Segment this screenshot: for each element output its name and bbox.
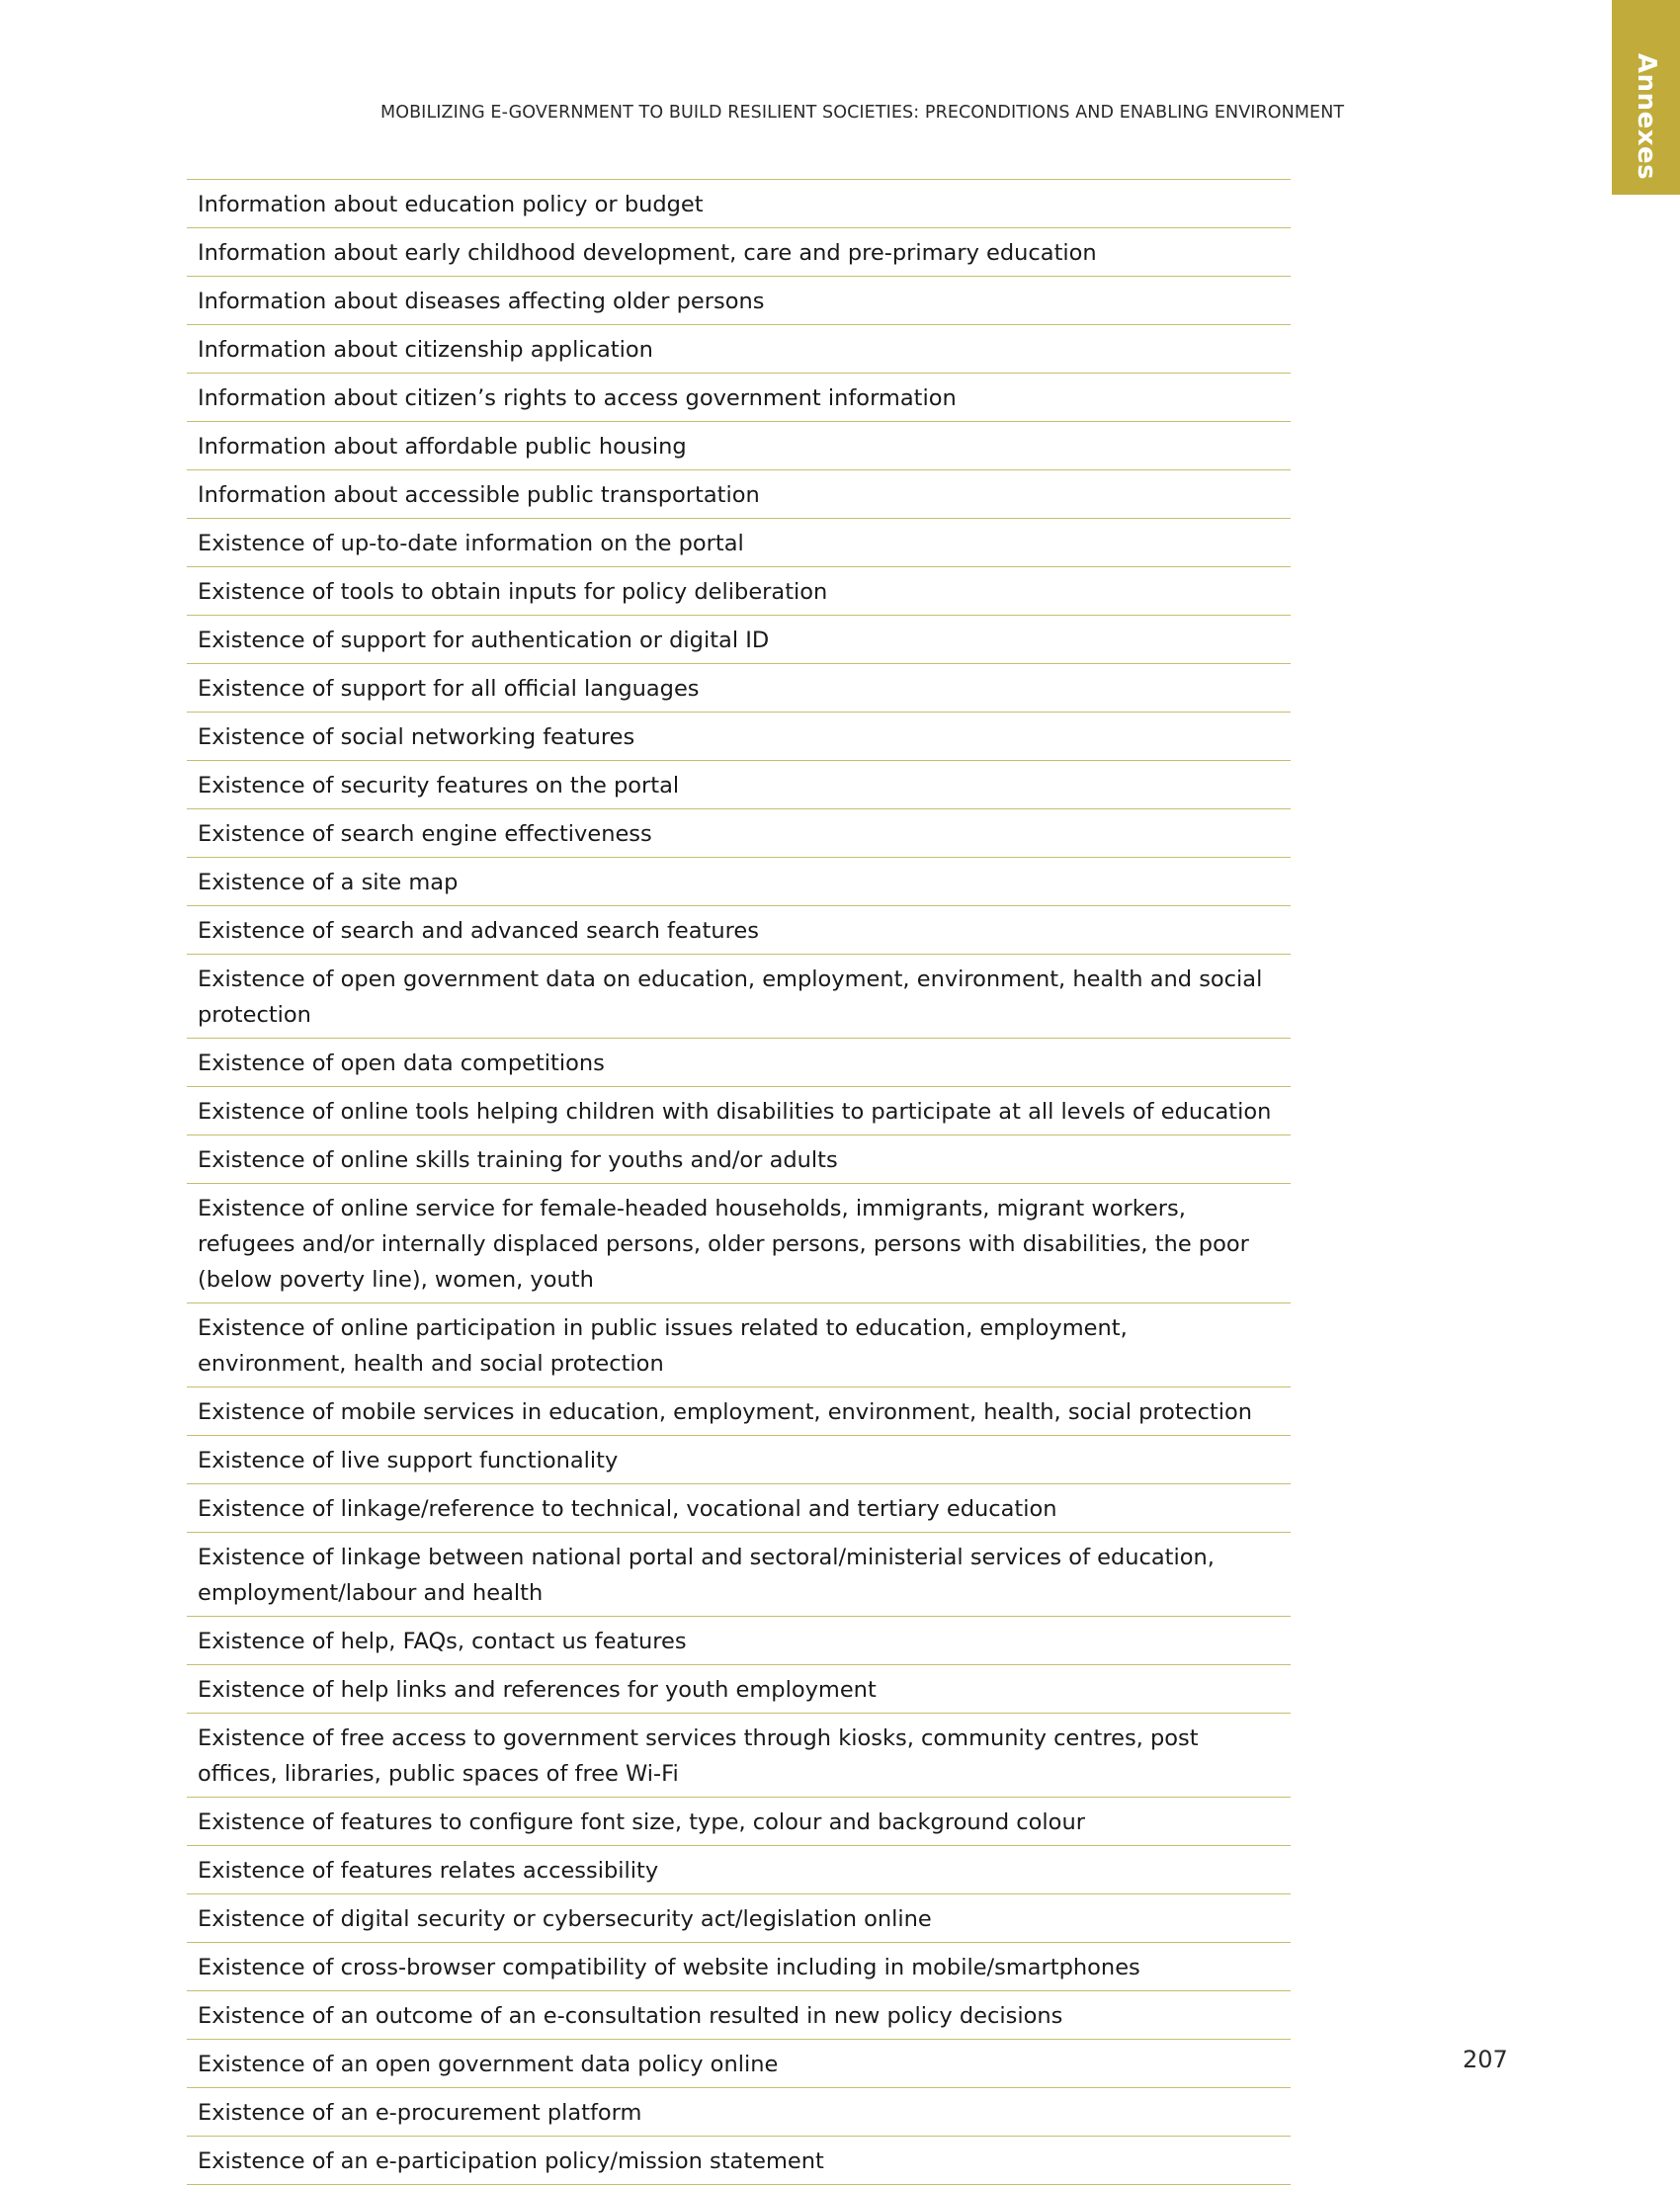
list-item: Information about citizen’s rights to access government information: [187, 374, 1291, 422]
list-item: Existence of help links and references for youth employment: [187, 1665, 1291, 1714]
list-item: Existence of support for all official languages: [187, 664, 1291, 713]
list-item: Existence of free access to government services through kiosks, community centres, post offices, libraries, public spaces of free Wi-Fi: [187, 1714, 1291, 1798]
list-item: Existence of open data competitions: [187, 1039, 1291, 1087]
list-item: Existence of an e-participation policy/mission statement: [187, 2137, 1291, 2185]
page-number: 207: [1463, 2046, 1508, 2073]
list-item: Existence of online service for female-headed households, immigrants, migrant workers, refugees and/or internally displaced persons, older persons, persons with disabilities, the poor (below poverty line), women, youth: [187, 1184, 1291, 1303]
list-item: Information about citizenship application: [187, 325, 1291, 374]
list-item: Existence of an outcome of an e-consultation resulted in new policy decisions: [187, 1991, 1291, 2040]
list-item: Existence of an open government data policy online: [187, 2040, 1291, 2088]
list-item: Existence of search engine effectiveness: [187, 809, 1291, 858]
list-item: Existence of tools to obtain inputs for policy deliberation: [187, 567, 1291, 616]
list-item: Existence of online skills training for youths and/or adults: [187, 1135, 1291, 1184]
list-item: Existence of features to configure font size, type, colour and background colour: [187, 1798, 1291, 1846]
list-item: Existence of live support functionality: [187, 1436, 1291, 1484]
list-item: Existence of online tools helping children with disabilities to participate at all levels of education: [187, 1087, 1291, 1135]
list-item: Existence of online participation in public issues related to education, employment, environment, health and social protection: [187, 1303, 1291, 1387]
list-item: Existence of a site map: [187, 858, 1291, 906]
list-item: Information about diseases affecting older persons: [187, 277, 1291, 325]
list-item: Existence of an e-procurement platform: [187, 2088, 1291, 2137]
list-item: Existence of linkage between national portal and sectoral/ministerial services of education, employment/labour and health: [187, 1533, 1291, 1617]
list-item: Information about accessible public transportation: [187, 470, 1291, 519]
list-item: Information about education policy or budget: [187, 180, 1291, 228]
list-item: Existence of digital security or cybersecurity act/legislation online: [187, 1894, 1291, 1943]
list-item: Information about early childhood development, care and pre-primary education: [187, 228, 1291, 277]
list-item: Existence of up-to-date information on the portal: [187, 519, 1291, 567]
list-item: Existence of help, FAQs, contact us features: [187, 1617, 1291, 1665]
list-item: Existence of open government data on education, employment, environment, health and social protection: [187, 955, 1291, 1039]
list-item: Existence of search and advanced search features: [187, 906, 1291, 955]
list-item: Existence of social networking features: [187, 713, 1291, 761]
list-item: Existence of security features on the portal: [187, 761, 1291, 809]
list-item: Existence of mobile services in education, employment, environment, health, social protection: [187, 1387, 1291, 1436]
list-item: Existence of linkage/reference to technical, vocational and tertiary education: [187, 1484, 1291, 1533]
list-item: Existence of features relates accessibility: [187, 1846, 1291, 1894]
annexes-side-tab-label: Annexes: [1631, 52, 1661, 181]
annexes-side-tab: [1612, 0, 1680, 195]
list-item: Information about affordable public housing: [187, 422, 1291, 470]
list-item: Existence of support for authentication or digital ID: [187, 616, 1291, 664]
list-item: Existence of cross-browser compatibility of website including in mobile/smartphones: [187, 1943, 1291, 1991]
running-header: MOBILIZING E-GOVERNMENT TO BUILD RESILIENT SOCIETIES: PRECONDITIONS AND ENABLING ENVIRONMENT: [380, 103, 1345, 123]
criteria-list: [187, 179, 1291, 2185]
